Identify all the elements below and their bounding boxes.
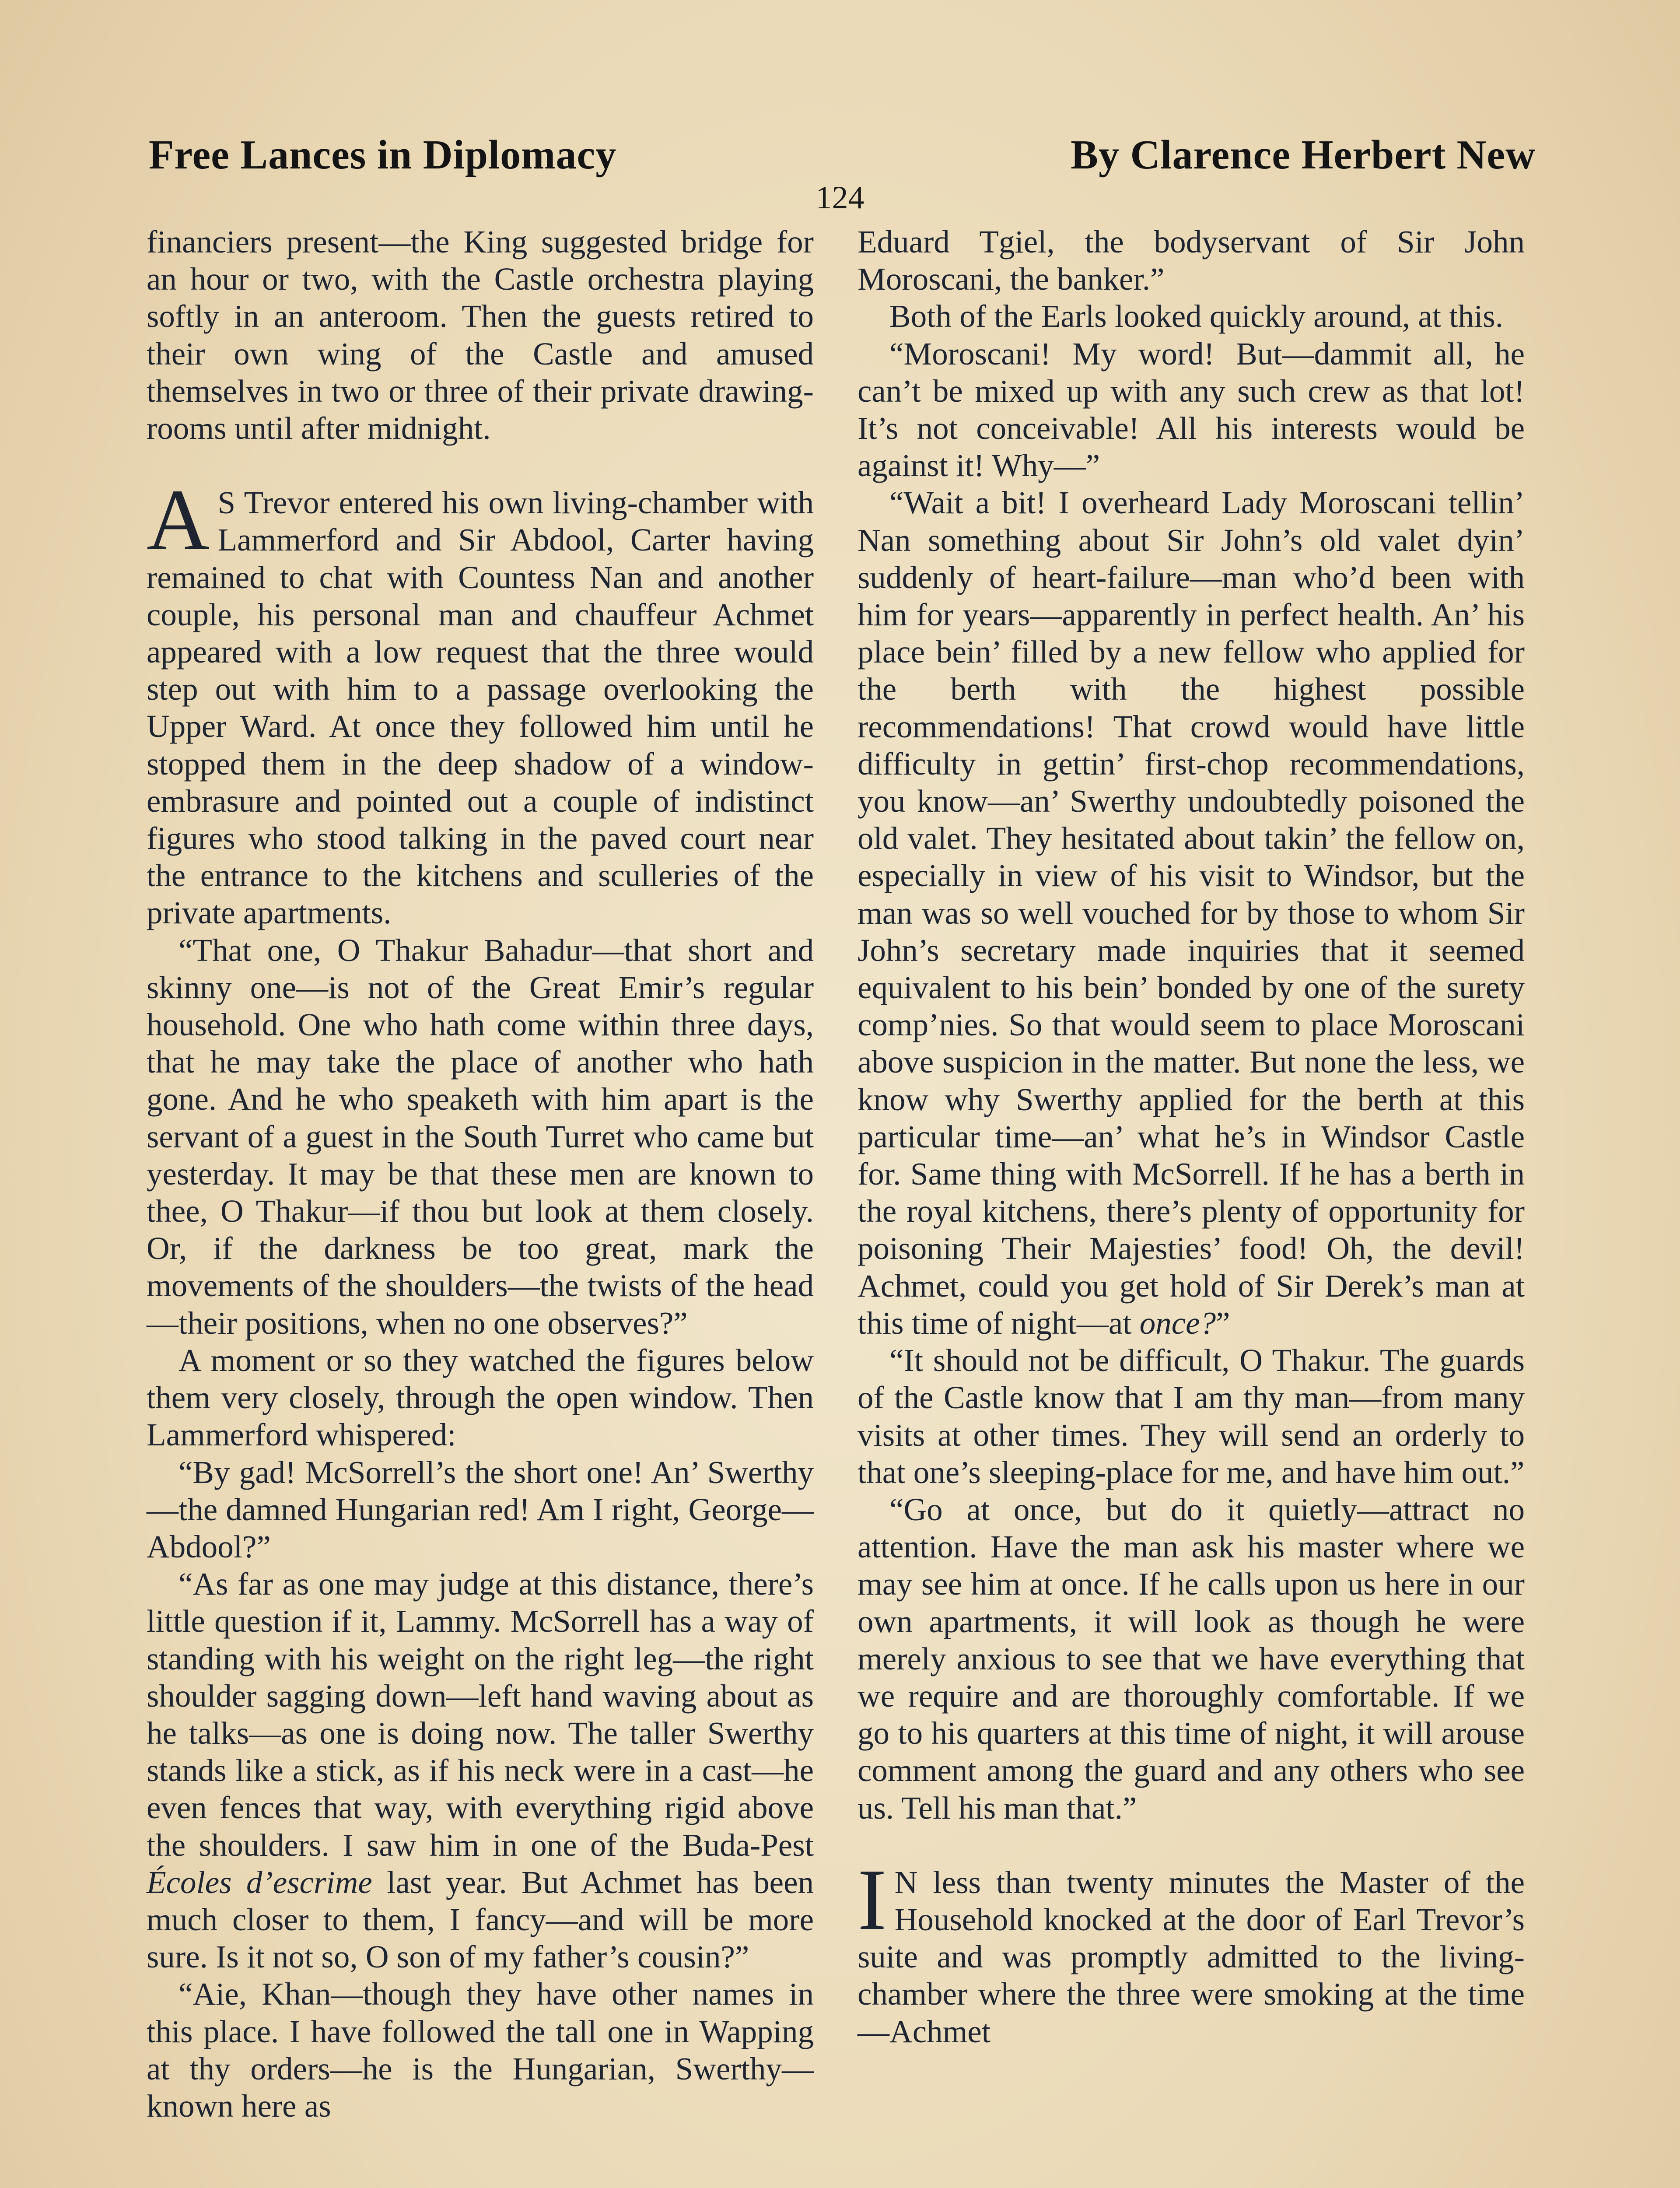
drop-cap: A	[147, 472, 210, 569]
page-number: 124	[816, 180, 864, 216]
paragraph-text: “Wait a bit! I overheard Lady Moroscani tellin’ Nan something about Sir John’s old valet dyin’ suddenly of heart-failure—man who’d been with him for years—apparently in perfect health. An’ his place bein’ filled by a new fellow who applied for the berth with the highest possible recommendations! That crowd would have little difficulty in gettin’ first-chop recommendations, you know—an’ Swerthy undoubtedly poisoned the old valet. They hesitated about takin’ the fellow on, especially in view of his visit to Windsor, but the man was so well vouched for by those to whom Sir John’s secretary made inquiries that it seemed equivalent to his bein’ bonded by one of the surety comp’nies. So that would seem to place Moroscani above suspicion in the matter. But none the less, we know why Swerthy applied for the berth at this particular time—an’ what he’s in Windsor Castle for. Same thing with McSorrell. If he has a berth in the royal kitchens, there’s plenty of opportunity for poisoning Their Majesties’ food! Oh, the devil! Achmet, could you get hold of Sir Derek’s man at this time of night—at	[858, 485, 1525, 1341]
drop-cap: I	[858, 1851, 887, 1948]
paragraph-text: “As far as one may judge at this distance, there’s little question if it, Lammy. McSorrell has a way of standing with his weight on the right leg—the right shoulder sagging down—left hand waving about as he talks—as one is doing now. The taller Swerthy stands like a stick, as if his neck were in a cast—he even fences that way, with everything rigid above the shoulders. I saw him in one of the Buda-Pest	[147, 1566, 814, 1863]
paragraph-text: ”	[1216, 1305, 1230, 1341]
paragraph: A moment or so they watched the figures below them very closely, through the open window. Then Lammerford whispered:	[147, 1342, 814, 1453]
story-title: Free Lances in Diplomacy	[149, 132, 617, 178]
paragraph: Eduard Tgiel, the bodyservant of Sir John Moroscani, the banker.”	[858, 224, 1525, 297]
paragraph-text: last year. But Achmet has been much closer to them, I fancy—and will be more sure. Is it not so, O son of my father’s cousin?”	[147, 1864, 814, 1975]
left-column	[147, 223, 814, 2125]
paragraph	[858, 484, 1525, 1342]
paragraph-dropcap	[858, 1851, 1525, 2050]
paragraph-dropcap	[147, 472, 814, 931]
paragraph: “Aie, Khan—though they have other names in this place. I have followed the tall one in Wapping at thy orders—he is the Hungarian, Swerthy—known here as	[147, 1976, 814, 2124]
paragraph: “That one, O Thakur Bahadur—that short and skinny one—is not of the Great Emir’s regular household. One who hath come within three days, that he may take the place of another who hath gone. And he who speaketh with him apart is the servant of a guest in the South Turret who came but yesterday. It may be that these men are known to thee, O Thakur—if thou but look at them closely. Or, if the darkness be too great, mark the movements of the shoulders—the twists of the head—their positions, when no one observes?”	[147, 932, 814, 1341]
paragraph: “Go at once, but do it quietly—attract no attention. Have the man ask his master where we may see him at once. If he calls upon us here in our own apartments, it will look as though he were merely anxious to see that we have everything that we require and are thoroughly comfortable. If we go to his quarters at this time of night, it will arouse comment among the guard and any others who see us. Tell his man that.”	[858, 1491, 1525, 1826]
paragraph: “Moroscani! My word! But—dammit all, he can’t be mixed up with any such crew as that lot! It’s not conceivable! All his interests would be against it! Why—”	[858, 336, 1525, 484]
italic-phrase: Écoles d’escrime	[147, 1864, 372, 1900]
story-author: By Clarence Herbert New	[1071, 132, 1536, 178]
paragraph-text: S Trevor entered his own living-chamber with Lammerford and Sir Abdool, Carter having remained to chat with Countess Nan and another couple, his personal man and chauffeur Achmet appeared with a low request that the three would step out with him to a passage overlooking the Upper Ward. At once they followed him until he stopped them in the deep shadow of a window-embrasure and pointed out a couple of indistinct figures who stood talking in the paved court near the entrance to the kitchens and sculleries of the private apartments.	[147, 485, 814, 931]
paragraph: Both of the Earls looked quickly around, at this.	[889, 298, 1503, 334]
paragraph: “It should not be difficult, O Thakur. The guards of the Castle know that I am thy man—from many visits at other times. They will send an orderly to that one’s sleeping-place for me, and have him out.”	[858, 1343, 1525, 1490]
paragraph: “By gad! McSorrell’s the short one! An’ Swerthy—the damned Hungarian red! Am I right, George—Abdool?”	[147, 1454, 814, 1564]
italic-phrase: once?	[1139, 1305, 1216, 1341]
paragraph: financiers present—the King suggested bridge for an hour or two, with the Castle orchestra playing softly in an anteroom. Then the guests retired to their own wing of the Castle and amused themselves in two or three of their private drawing-rooms until after midnight.	[147, 224, 814, 446]
right-column	[858, 223, 1525, 2050]
paragraph-text: N less than twenty minutes the Master of the Household knocked at the door of Earl Trevor’s suite and was promptly admitted to the living-chamber where the three were smoking at the time—Achmet	[858, 1864, 1525, 2049]
paragraph	[147, 1565, 814, 1975]
